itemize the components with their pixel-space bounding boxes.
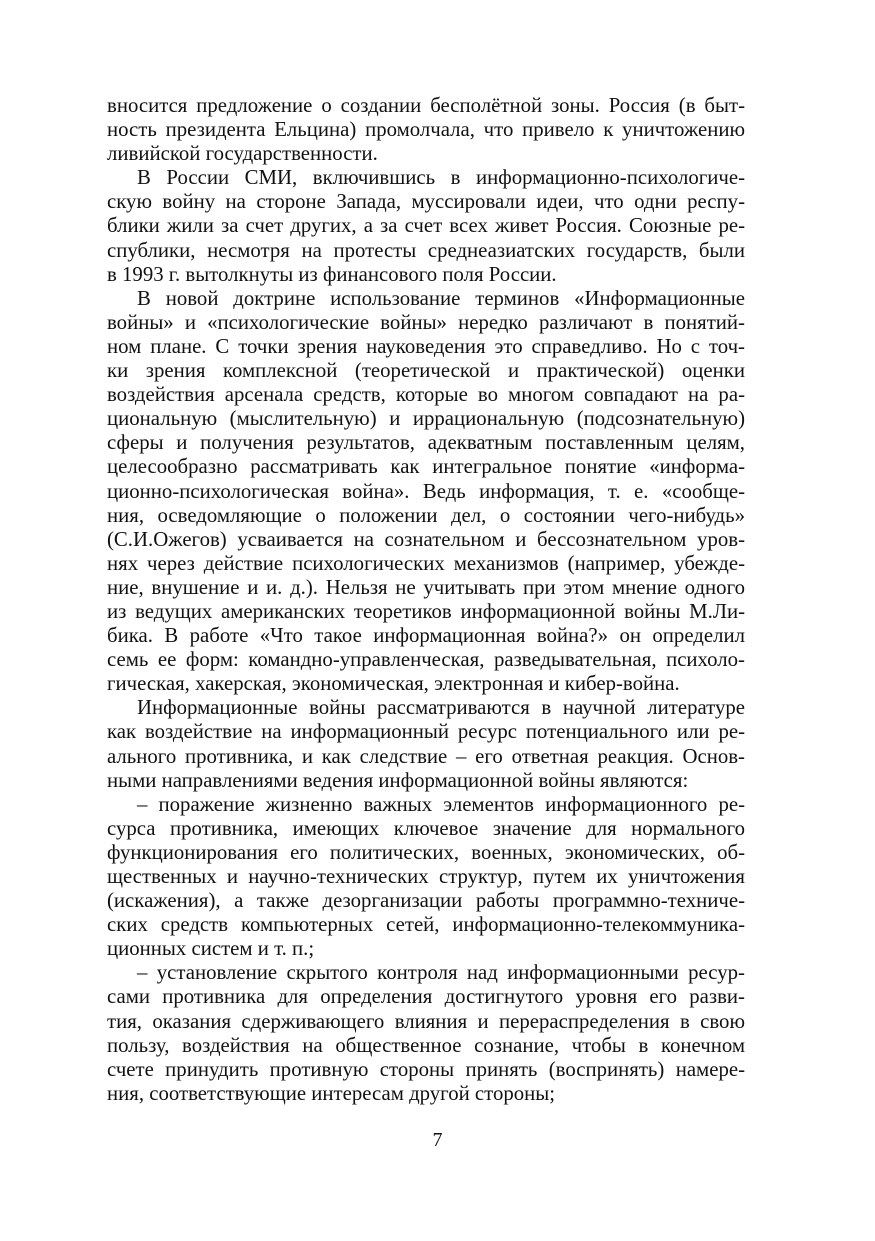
text-line: семь ее форм: командно-управленческая, разведывательная, психоло- <box>107 648 745 672</box>
text-line: (искажения), а также дезорганизации работы программно-техниче- <box>107 889 745 913</box>
text-line: В России СМИ, включившись в информационно-психологиче- <box>137 166 745 190</box>
text-line: как воздействие на информационный ресурс потенциального или ре- <box>107 720 745 744</box>
text-line: воздействия арсенала средств, которые во многом совпадают на ра- <box>107 383 745 407</box>
text-line: вносится предложение о создании бесполётной зоны. Россия (в быт- <box>107 94 745 117</box>
paragraph <box>107 696 745 792</box>
text-line: ными направлениями ведения информационной войны являются: <box>107 768 689 792</box>
page-number: 7 <box>432 1129 443 1151</box>
text-line: ционных систем и т. п.; <box>107 937 315 961</box>
text-line: счете принудить противную стороны принять (воспринять) намере- <box>107 1057 745 1081</box>
text-line: спублики, несмотря на протесты среднеазиатских государств, были <box>107 238 745 262</box>
text-line: Информационные войны рассматриваются в научной литературе <box>137 696 745 720</box>
paragraph <box>107 961 745 1106</box>
paragraph <box>107 94 745 166</box>
text-line: щественных и научно-технических структур, путем их уничтожения <box>107 865 745 888</box>
text-line: сферы и получения результатов, адекватным поставленным целям, <box>107 431 745 455</box>
text-line: ния, осведомляющие о положении дел, о состоянии чего-нибудь» <box>107 503 745 527</box>
text-line: бика. В работе «Что такое информационная война?» он определил <box>107 624 745 648</box>
text-line: войны» и «психологические войны» нередко различают в понятий- <box>107 310 745 334</box>
paragraph <box>107 166 745 286</box>
text-line: В новой доктрине использование терминов «Информационные <box>137 286 745 310</box>
text-line: ционно-психологическая война». Ведь информация, т. е. «сообще- <box>107 479 745 503</box>
text-line: сурса противника, имеющих ключевое значение для нормального <box>107 816 745 840</box>
body-text <box>107 94 745 1106</box>
text-line: ние, внушение и и. д.). Нельзя не учитывать при этом мнение одного <box>107 575 745 599</box>
text-line: сами противника для определения достигнутого уровня его разви- <box>107 985 745 1009</box>
paragraph <box>107 287 745 697</box>
text-line: блики жили за счет других, а за счет всех живет Россия. Союзные ре- <box>107 214 745 238</box>
text-line: тия, оказания сдерживающего влияния и перераспределения в свою <box>107 1009 745 1033</box>
text-line: ских средств компьютерных сетей, информационно-телекоммуника- <box>107 913 745 937</box>
text-line: ки зрения комплексной (теоретической и практической) оценки <box>107 359 745 383</box>
text-line: ливийской государственности. <box>107 142 378 166</box>
text-line: ном плане. С точки зрения науковедения это справедливо. Но с точ- <box>107 334 745 358</box>
text-line: скую войну на стороне Запада, муссировали идеи, что одни респу- <box>107 190 745 214</box>
text-line: ального противника, и как следствие – его ответная реакция. Основ- <box>107 744 745 768</box>
text-line: ния, соответствующие интересам другой стороны; <box>107 1081 556 1105</box>
text-line: целесообразно рассматривать как интегральное понятие «информа- <box>107 455 745 479</box>
text-line: ность президента Ельцина) промолчала, что привело к уничтожению <box>107 118 745 142</box>
text-line: в 1993 г. вытолкнуты из финансового поля России. <box>107 262 557 286</box>
text-line: пользу, воздействия на общественное сознание, чтобы в конечном <box>107 1033 745 1057</box>
text-line: (С.И.Ожегов) усваивается на сознательном и бессознательном уров- <box>107 527 745 551</box>
text-line: из ведущих американских теоретиков информационной войны М.Ли- <box>107 599 745 623</box>
text-line: – установление скрытого контроля над информационными ресур- <box>137 961 745 985</box>
paragraph <box>107 793 745 962</box>
text-line: гическая, хакерская, экономическая, электронная и кибер-война. <box>107 672 680 696</box>
text-line: циональную (мыслительную) и иррациональную (подсознательную) <box>107 407 745 431</box>
text-line: функционирования его политических, военных, экономических, об- <box>107 840 745 864</box>
text-line: нях через действие психологических механизмов (например, убежде- <box>107 551 745 575</box>
text-line: – поражение жизненно важных элементов информационного ре- <box>137 792 745 816</box>
